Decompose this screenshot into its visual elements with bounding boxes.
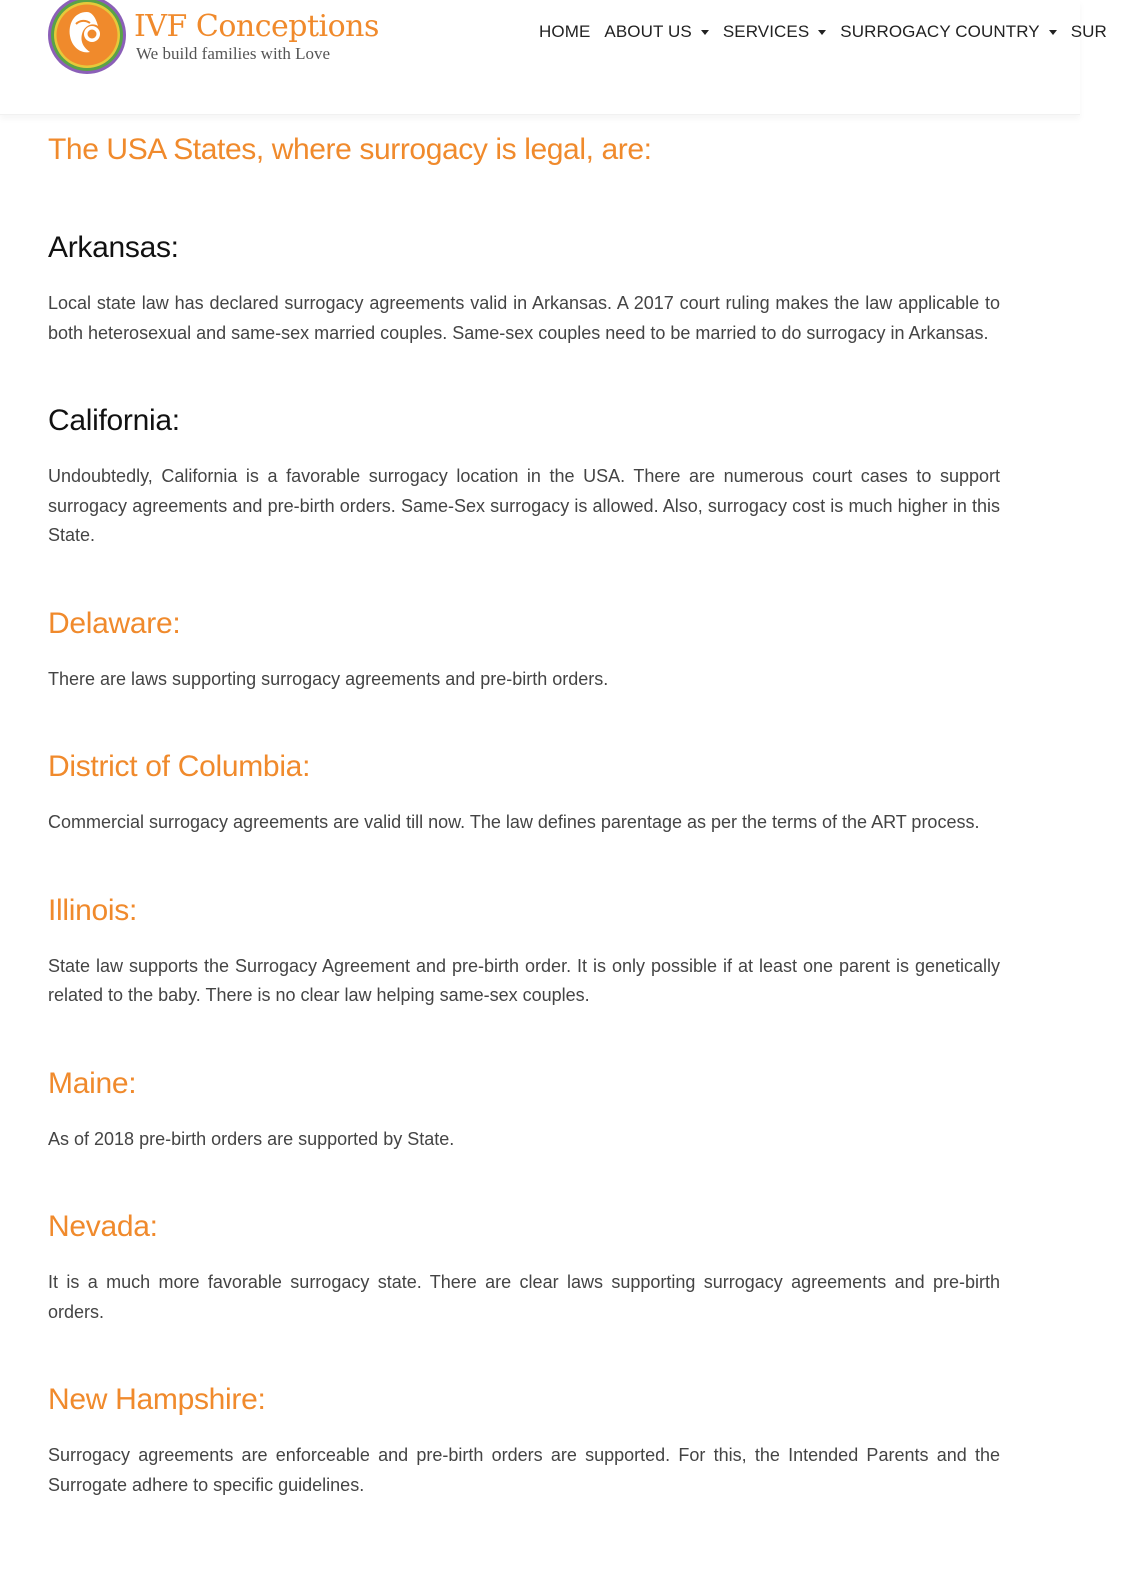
state-section-nevada	[48, 1207, 1000, 1327]
state-description: Undoubtedly, California is a favorable surrogacy location in the USA. There are numerous court cases to support surrogacy agreements and pre-birth orders. Same-Sex surrogacy is allowed. Also, surrogacy cost is much higher in this State.	[48, 466, 1000, 545]
state-heading: Delaware:	[48, 606, 181, 640]
state-description: There are laws supporting surrogacy agreements and pre-birth orders.	[48, 668, 609, 689]
nav-item-label: HOME	[539, 22, 591, 41]
caret-down-icon	[701, 30, 709, 35]
state-section-district-of-columbia	[48, 747, 1000, 838]
state-heading: California:	[48, 404, 180, 437]
brand-tagline: We build families with Love	[136, 44, 331, 63]
nav-item-label: SURROGACY COUNTRY	[840, 22, 1040, 41]
state-description: Surrogacy agreements are enforceable and pre-birth orders are supported. For this, the Intended Parents and the Surrogate adhere to specific guidelines.	[48, 1445, 1000, 1495]
state-description: It is a much more favorable surrogacy state. There are clear laws supporting surrogacy agreements and pre-birth orders.	[48, 1272, 1000, 1322]
site-header	[0, 0, 1107, 115]
state-heading: New Hampshire:	[48, 1383, 266, 1416]
state-heading: Illinois:	[48, 893, 137, 927]
brand-name: IVF Conceptions	[134, 9, 379, 44]
caret-down-icon	[818, 30, 826, 35]
nav-item-surrogacy-country[interactable]	[840, 20, 1056, 44]
state-description: Local state law has declared surrogacy agreements valid in Arkansas. A 2017 court ruling makes the law applicable to both heterosexual and same-sex married couples. Same-sex couples need to be married to do surrogacy in Arkansas.	[48, 293, 1000, 343]
caret-down-icon	[1049, 30, 1057, 35]
state-description: As of 2018 pre-birth orders are supported by State.	[48, 1128, 455, 1149]
state-section-illinois	[48, 891, 1000, 1011]
main-content	[48, 114, 1000, 1500]
nav-item-about-us[interactable]	[604, 20, 708, 44]
ivf-logo-icon	[46, 0, 128, 76]
state-description: State law supports the Surrogacy Agreement and pre-birth order. It is only possible if at least one parent is genetically related to the baby. There is no clear law helping same-sex couples.	[48, 955, 1000, 1005]
nav-item-label: SERVICES	[722, 22, 810, 41]
page-title: The USA States, where surrogacy is legal, are:	[48, 133, 652, 166]
nav-item-label: SUR	[1070, 22, 1107, 41]
nav-item-home[interactable]	[539, 20, 590, 44]
state-description: Commercial surrogacy agreements are valid till now. The law defines parentage as per the terms of the ART process.	[48, 812, 980, 832]
state-section-maine	[48, 1064, 1000, 1155]
nav-item-services[interactable]	[723, 20, 826, 44]
state-heading: Nevada:	[48, 1210, 158, 1243]
state-heading: Arkansas:	[48, 231, 179, 264]
state-section-california	[48, 401, 1000, 551]
main-nav	[539, 20, 1121, 44]
nav-item-truncated[interactable]	[1071, 20, 1107, 44]
state-section-new-hampshire	[48, 1380, 1000, 1500]
state-heading: District of Columbia:	[48, 750, 311, 783]
state-section-delaware	[48, 604, 1000, 695]
nav-item-label: ABOUT US	[604, 22, 692, 41]
state-heading: Maine:	[48, 1066, 137, 1100]
state-section-arkansas	[48, 228, 1000, 348]
site-logo[interactable]	[46, 0, 379, 76]
